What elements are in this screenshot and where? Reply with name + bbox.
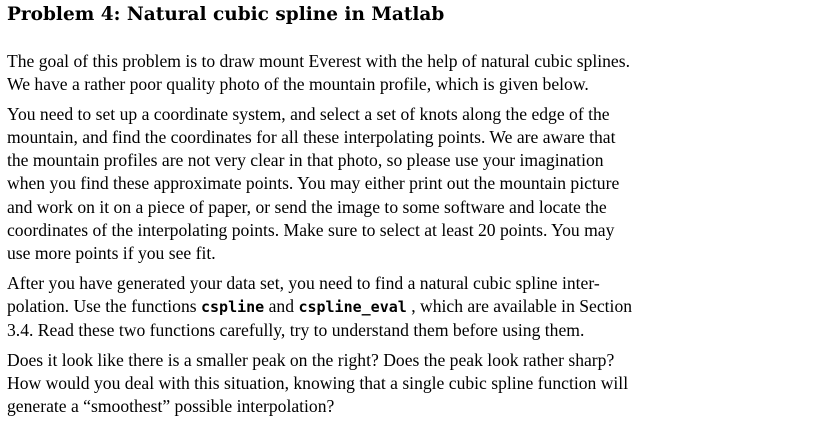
text-line: and work on it on a piece of paper, or send the image to some software and locate the bbox=[7, 196, 607, 217]
paragraph-coordinates bbox=[7, 103, 807, 265]
text-line: The goal of this problem is to draw mount Everest with the help of natural cubic splines. bbox=[7, 51, 630, 71]
text-line: 3.4. Read these two functions carefully, try to understand them before using them. bbox=[7, 320, 585, 341]
code-cspline-eval: cspline_eval bbox=[298, 297, 407, 316]
paragraph-questions bbox=[7, 349, 807, 418]
text-line: How would you deal with this situation, knowing that a single cubic spline function will bbox=[7, 373, 629, 394]
text-line: generate a “smoothest” possible interpolation? bbox=[7, 396, 335, 417]
text-line: After you have generated your data set, you need to find a natural cubic spline inter- bbox=[7, 272, 600, 293]
paragraph-spline bbox=[7, 272, 807, 342]
text-line: Does it look like there is a smaller peak on the right? Does the peak look rather sharp? bbox=[7, 350, 615, 371]
text-line: We have a rather poor quality photo of the mountain profile, which is given below. bbox=[7, 74, 589, 95]
text-line: mountain, and find the coordinates for all these interpolating points. We are aware that bbox=[7, 127, 616, 148]
text-segment: and bbox=[268, 295, 295, 316]
text-line: You need to set up a coordinate system, and select a set of knots along the edge of the bbox=[7, 104, 610, 125]
document-page bbox=[7, 0, 807, 418]
text-segment: , which are available in Section bbox=[411, 295, 633, 316]
text-segment: polation. Use the functions bbox=[7, 295, 197, 316]
text-line: use more points if you see fit. bbox=[7, 242, 216, 263]
paragraph-goal bbox=[7, 50, 807, 96]
text-line: coordinates of the interpolating points. Make sure to select at least 20 points. You may bbox=[7, 219, 615, 240]
code-cspline: cspline bbox=[201, 297, 265, 316]
text-line: the mountain profiles are not very clear in that photo, so please use your imagination bbox=[7, 150, 604, 171]
text-line: when you find these approximate points. You may either print out the mountain picture bbox=[7, 173, 620, 194]
problem-title: Problem 4: Natural cubic spline in Matlab bbox=[7, 4, 445, 25]
text-line-with-code bbox=[7, 295, 807, 319]
